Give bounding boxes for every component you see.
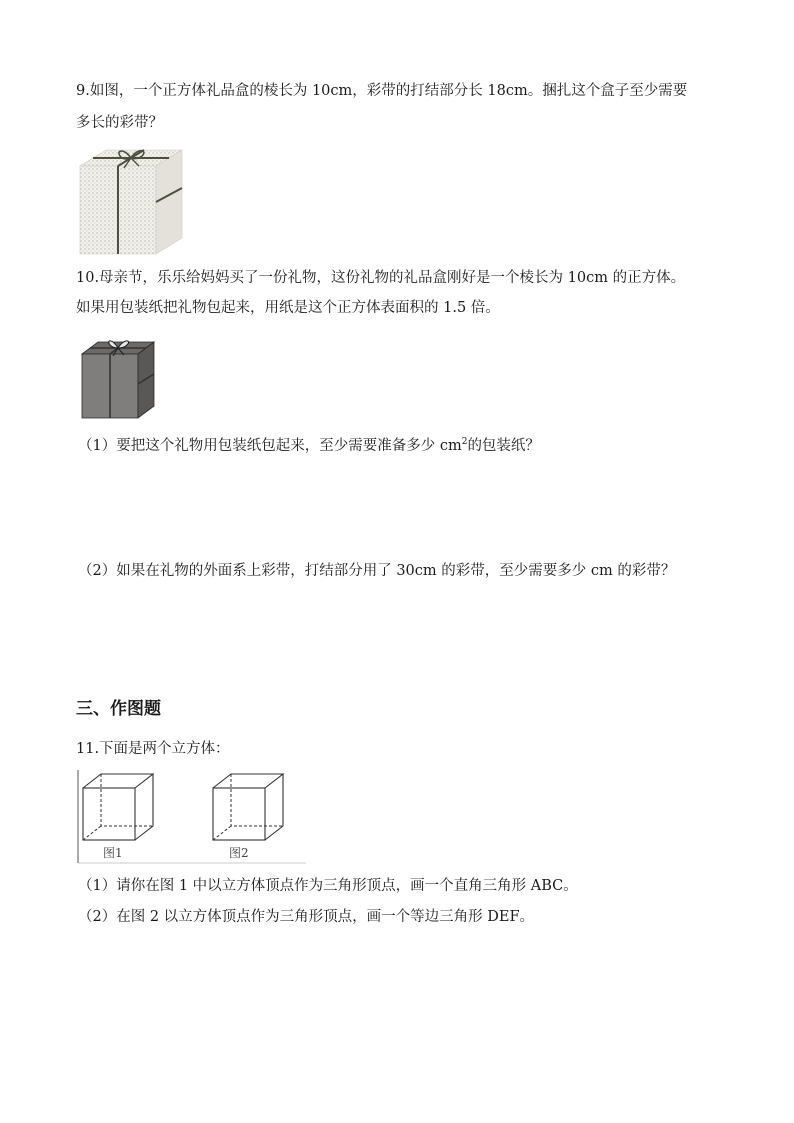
q10-sub1: （1）要把这个礼物用包装纸包起来，至少需要准备多少 $cm^2$的包装纸？ [78, 437, 540, 454]
q10-text-line1: 10.母亲节，乐乐给妈妈买了一份礼物，这份礼物的礼品盒刚好是一个棱长为 10cm 的正方体。 [76, 270, 686, 286]
q9-text-line2: 多长的彩带？ [76, 115, 163, 131]
q11-sub1: （1）请你在图 1 中以立方体顶点作为三角形顶点，画一个直角三角形 ABC。 [78, 878, 578, 894]
gift-box-image-light [76, 144, 186, 256]
q10-sub1-superscript: 2 [461, 437, 468, 448]
gift-box-image-dark [80, 338, 156, 420]
cube-figures [77, 770, 307, 864]
q10-text-line2: 如果用包装纸把礼物包起来，用纸是这个正方体表面积的 1.5 倍。 [76, 300, 500, 316]
fig2-caption: 图2 [229, 846, 249, 860]
q9-text-line1: 9.如图，一个正方体礼品盒的棱长为 10cm，彩带的打结部分长 18cm。捆扎这个盒子至少需要 [76, 83, 688, 99]
q11-sub2: （2）在图 2 以立方体顶点作为三角形顶点，画一个等边三角形 DEF。 [78, 909, 535, 925]
section-heading: 三、作图题 [76, 699, 161, 719]
q11-text-line1: 11.下面是两个立方体： [76, 741, 230, 757]
q10-sub2: （2）如果在礼物的外面系上彩带，打结部分用了 30cm 的彩带，至少需要多少 cm 的彩带？ [78, 563, 676, 579]
fig1-caption: 图1 [103, 846, 123, 860]
